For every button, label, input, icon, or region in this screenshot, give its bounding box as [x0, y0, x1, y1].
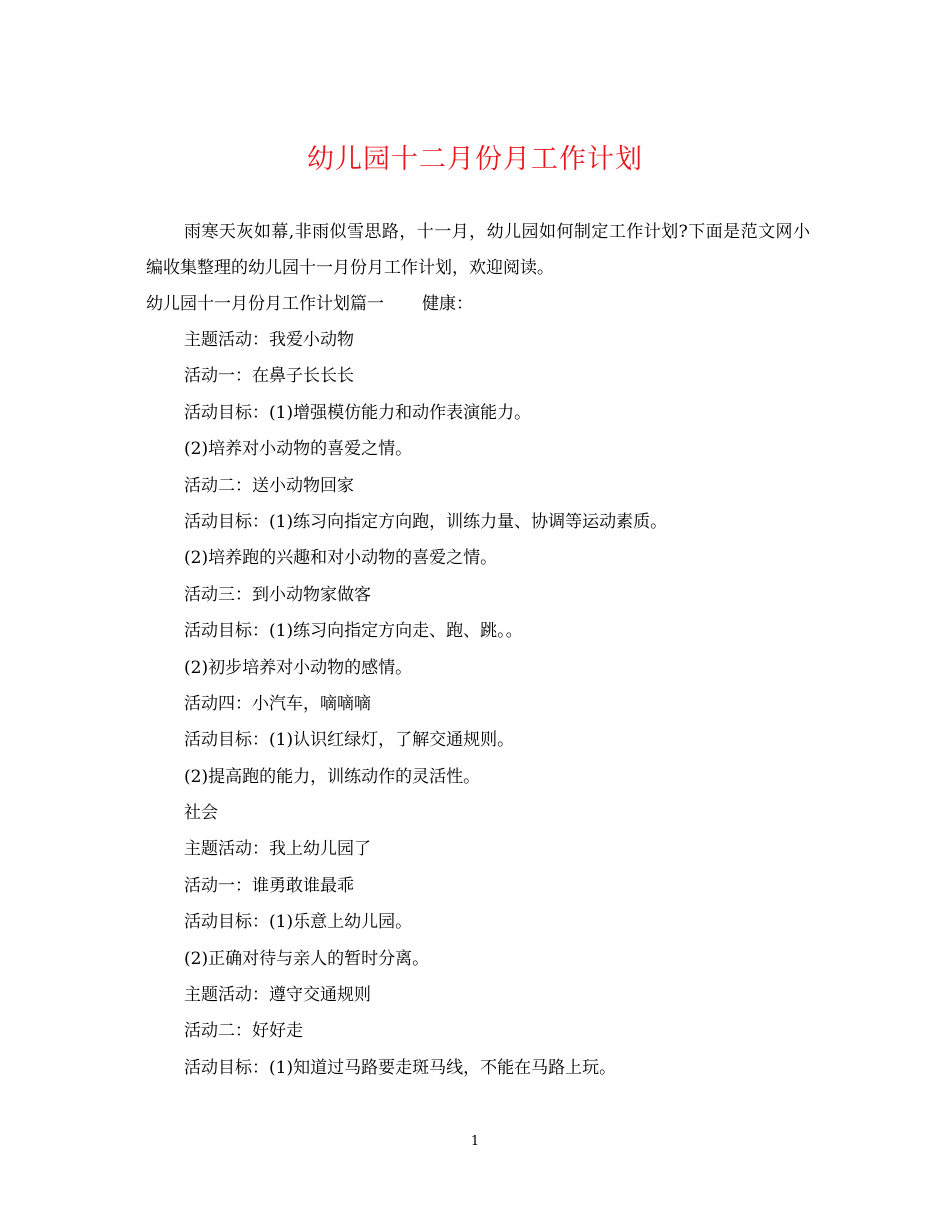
body-line: (2)培养跑的兴趣和对小动物的喜爱之情。	[184, 548, 498, 569]
body-line: (2)初步培养对小动物的感情。	[184, 657, 413, 678]
body-line: 活动一：谁勇敢谁最乖	[184, 875, 354, 896]
page-title: 幼儿园十二月份月工作计划	[307, 144, 643, 175]
body-line: 活动目标：(1)知道过马路要走斑马线，不能在马路上玩。	[184, 1057, 617, 1078]
body-line: 活动目标：(1)乐意上幼儿园。	[184, 912, 413, 933]
body-line: 活动目标：(1)增强模仿能力和动作表演能力。	[184, 402, 532, 423]
body-line: 活动四：小汽车，嘀嘀嘀	[184, 693, 371, 714]
body-line: (2)正确对待与亲人的暂时分离。	[184, 948, 430, 969]
body-line: 活动目标：(1)认识红绿灯，了解交通规则。	[184, 730, 515, 751]
body-line: 活动目标：(1)练习向指定方向走、跑、跳。。	[184, 621, 523, 642]
body-line: 活动一：在鼻子长长长	[184, 366, 354, 387]
page-number: 1	[470, 1134, 480, 1149]
section-heading-line	[146, 286, 810, 322]
section-heading: 幼儿园十一月份月工作计划篇一	[146, 294, 384, 314]
intro-paragraph: 雨寒天灰如幕,非雨似雪思路，十一月，幼儿园如何制定工作计划?下面是范文网小编收集整理的幼儿园十一月份月工作计划，欢迎阅读。	[146, 222, 810, 278]
body-line: 主题活动：我上幼儿园了	[184, 839, 371, 860]
body-line: 活动二：送小动物回家	[184, 475, 354, 496]
body-line: 主题活动：遵守交通规则	[184, 985, 371, 1006]
body-line: 社会	[184, 803, 218, 824]
body-line: (2)提高跑的能力，训练动作的灵活性。	[184, 766, 481, 787]
body-line: 活动三：到小动物家做客	[184, 584, 371, 605]
body-line: 活动二：好好走	[184, 1021, 303, 1042]
document-body	[146, 214, 810, 1086]
body-line: 活动目标：(1)练习向指定方向跑，训练力量、协调等运动素质。	[184, 511, 668, 532]
body-line: 主题活动：我爱小动物	[184, 330, 354, 350]
section-subheading: 健康：	[422, 294, 473, 314]
body-line: (2)培养对小动物的喜爱之情。	[184, 439, 413, 460]
